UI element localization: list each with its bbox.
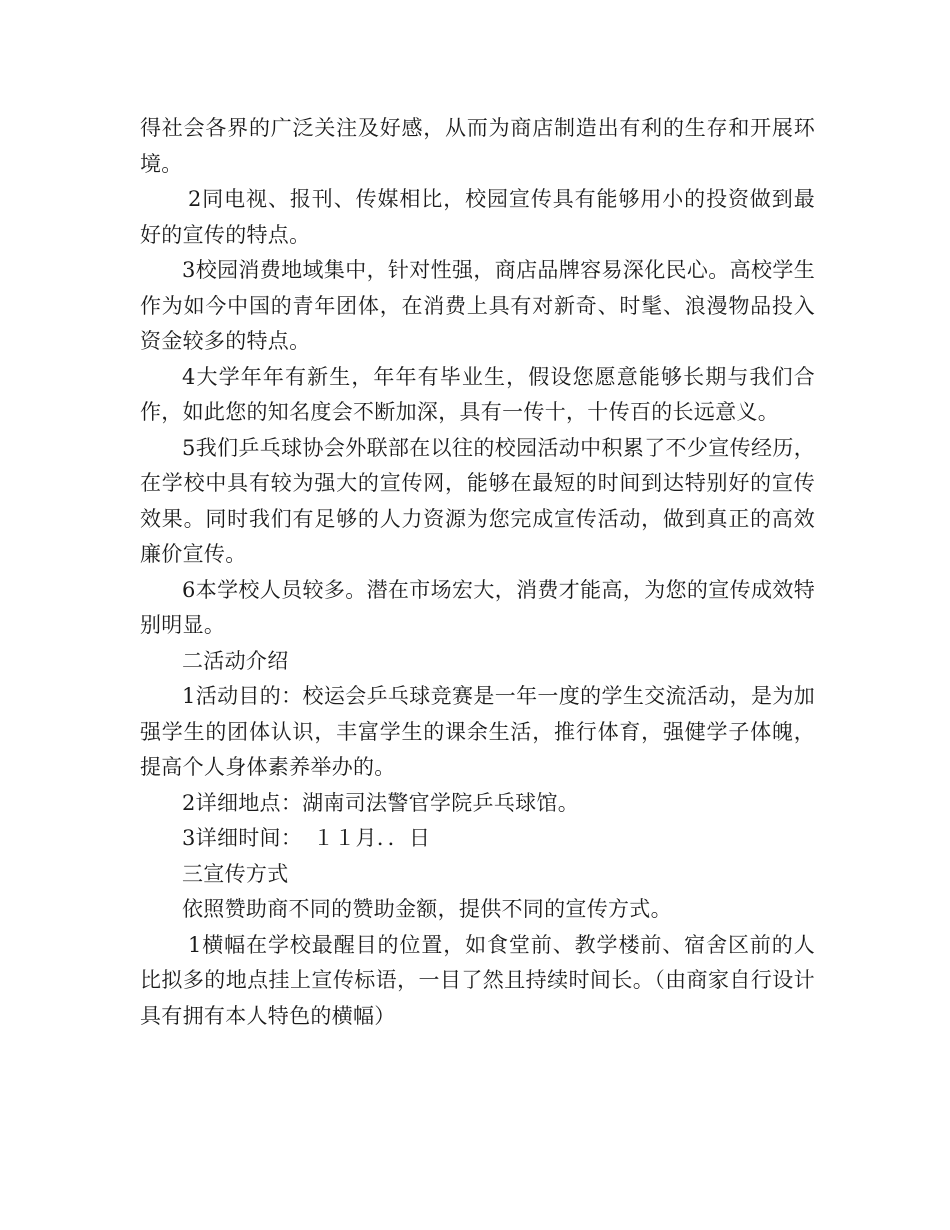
- document-body: [140, 111, 815, 1034]
- paragraph-activity-time: 3详细时间： １１月．．日: [182, 826, 431, 850]
- paragraph-activity-location: 2详细地点：湖南司法警官学院乒乓球馆。: [182, 790, 580, 815]
- paragraph-point-6: 6本学校人员较多。潜在市场宏大，消费才能高，为您的宣传成效特别明显。: [140, 577, 815, 637]
- paragraph-promotion-banner: 1横幅在学校最醒目的位置，如食堂前、教学楼前、宿舍区前的人比拟多的地点挂上宣传标语，一目了然且持续时间长。（由商家自行设计具有拥有本人特色的横幅）: [140, 932, 815, 1028]
- paragraph-promotion-intro: 依照赞助商不同的赞助金额，提供不同的宣传方式。: [182, 897, 672, 921]
- section-heading-activity: 二活动介绍: [182, 648, 289, 673]
- section-heading-promotion: 三宣传方式: [182, 861, 289, 886]
- paragraph-point-4: 4大学年年有新生，年年有毕业生，假设您愿意能够长期与我们合作，如此您的知名度会不断加深，具有一传十，十传百的长远意义。: [140, 364, 815, 424]
- paragraph-continuation: 得社会各界的广泛关注及好感，从而为商店制造出有利的生存和开展环境。: [140, 116, 815, 176]
- paragraph-point-3: 3校园消费地域集中，针对性强，商店品牌容易深化民心。高校学生作为如今中国的青年团体，在消费上具有对新奇、时髦、浪漫物品投入资金较多的特点。: [140, 258, 815, 353]
- paragraph-activity-purpose: 1活动目的：校运会乒乓球竞赛是一年一度的学生交流活动，是为加强学生的团体认识，丰富学生的课余生活，推行体育，强健学子体魄，提高个人身体素养举办的。: [140, 684, 815, 779]
- paragraph-point-5: 5我们乒乓球协会外联部在以往的校园活动中积累了不少宣传经历，在学校中具有较为强大的宣传网，能够在最短的时间到达特别好的宣传效果。同时我们有足够的人力资源为您完成宣传活动，做到真正的高效廉价宣传。: [140, 435, 815, 566]
- paragraph-point-2: 2同电视、报刊、传媒相比，校园宣传具有能够用小的投资做到最好的宣传的特点。: [140, 187, 815, 247]
